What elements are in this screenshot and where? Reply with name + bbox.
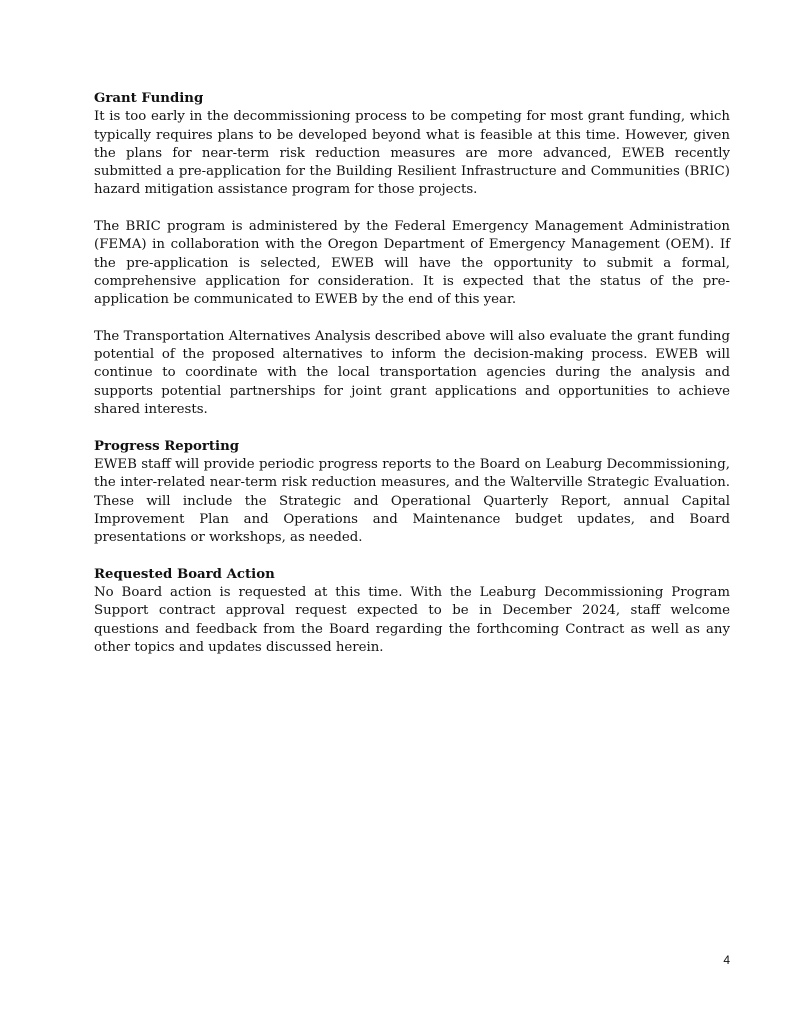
section-heading: Grant Funding: [94, 91, 204, 106]
section-grant-funding: [94, 90, 730, 419]
page-number: 4: [723, 953, 730, 967]
section-progress-reporting: [94, 438, 730, 548]
body-paragraph: The BRIC program is administered by the Federal Emergency Management Administration (FEMA) in collaboration with the Oregon Department of Emergency Management (OEM). If the pre-application is selected, EWEB will have the opportunity to submit a formal, comprehensive application for consideration. It is expected that the status of the pre-application be communicated to EWEB by the end of this year.: [94, 219, 730, 308]
body-paragraph: It is too early in the decommissioning process to be competing for most grant funding, which typically requires plans to be developed beyond what is feasible at this time. However, given the plans for near-term risk reduction measures are more advanced, EWEB recently submitted a pre-application for the Building Resilient Infrastructure and Communities (BRIC) hazard mitigation assistance program for those projects.: [94, 109, 730, 198]
section-heading: Requested Board Action: [94, 566, 275, 582]
body-paragraph: EWEB staff will provide periodic progress reports to the Board on Leaburg Decommissioning, the inter-related near-term risk reduction measures, and the Walterville Strategic Evaluation. These will include the Strategic and Operational Quarterly Report, annual Capital Improvement Plan and Operations and Maintenance budget updates, and Board presentations or workshops, as needed.: [94, 456, 730, 546]
section-requested-board-action: [94, 566, 730, 657]
section-heading: Progress Reporting: [94, 438, 240, 454]
body-paragraph: No Board action is requested at this time. With the Leaburg Decommissioning Program Support contract approval request expected to be in December 2024, staff welcome questions and feedback from the Board regarding the forthcoming Contract as well as any other topics and updates discussed herein.: [94, 585, 730, 655]
body-paragraph: The Transportation Alternatives Analysis described above will also evaluate the grant funding potential of the proposed alternatives to inform the decision-making process. EWEB will continue to coordinate with the local transportation agencies during the analysis and supports potential partnerships for joint grant applications and opportunities to achieve shared interests.: [94, 328, 730, 418]
page-content: [94, 90, 730, 676]
